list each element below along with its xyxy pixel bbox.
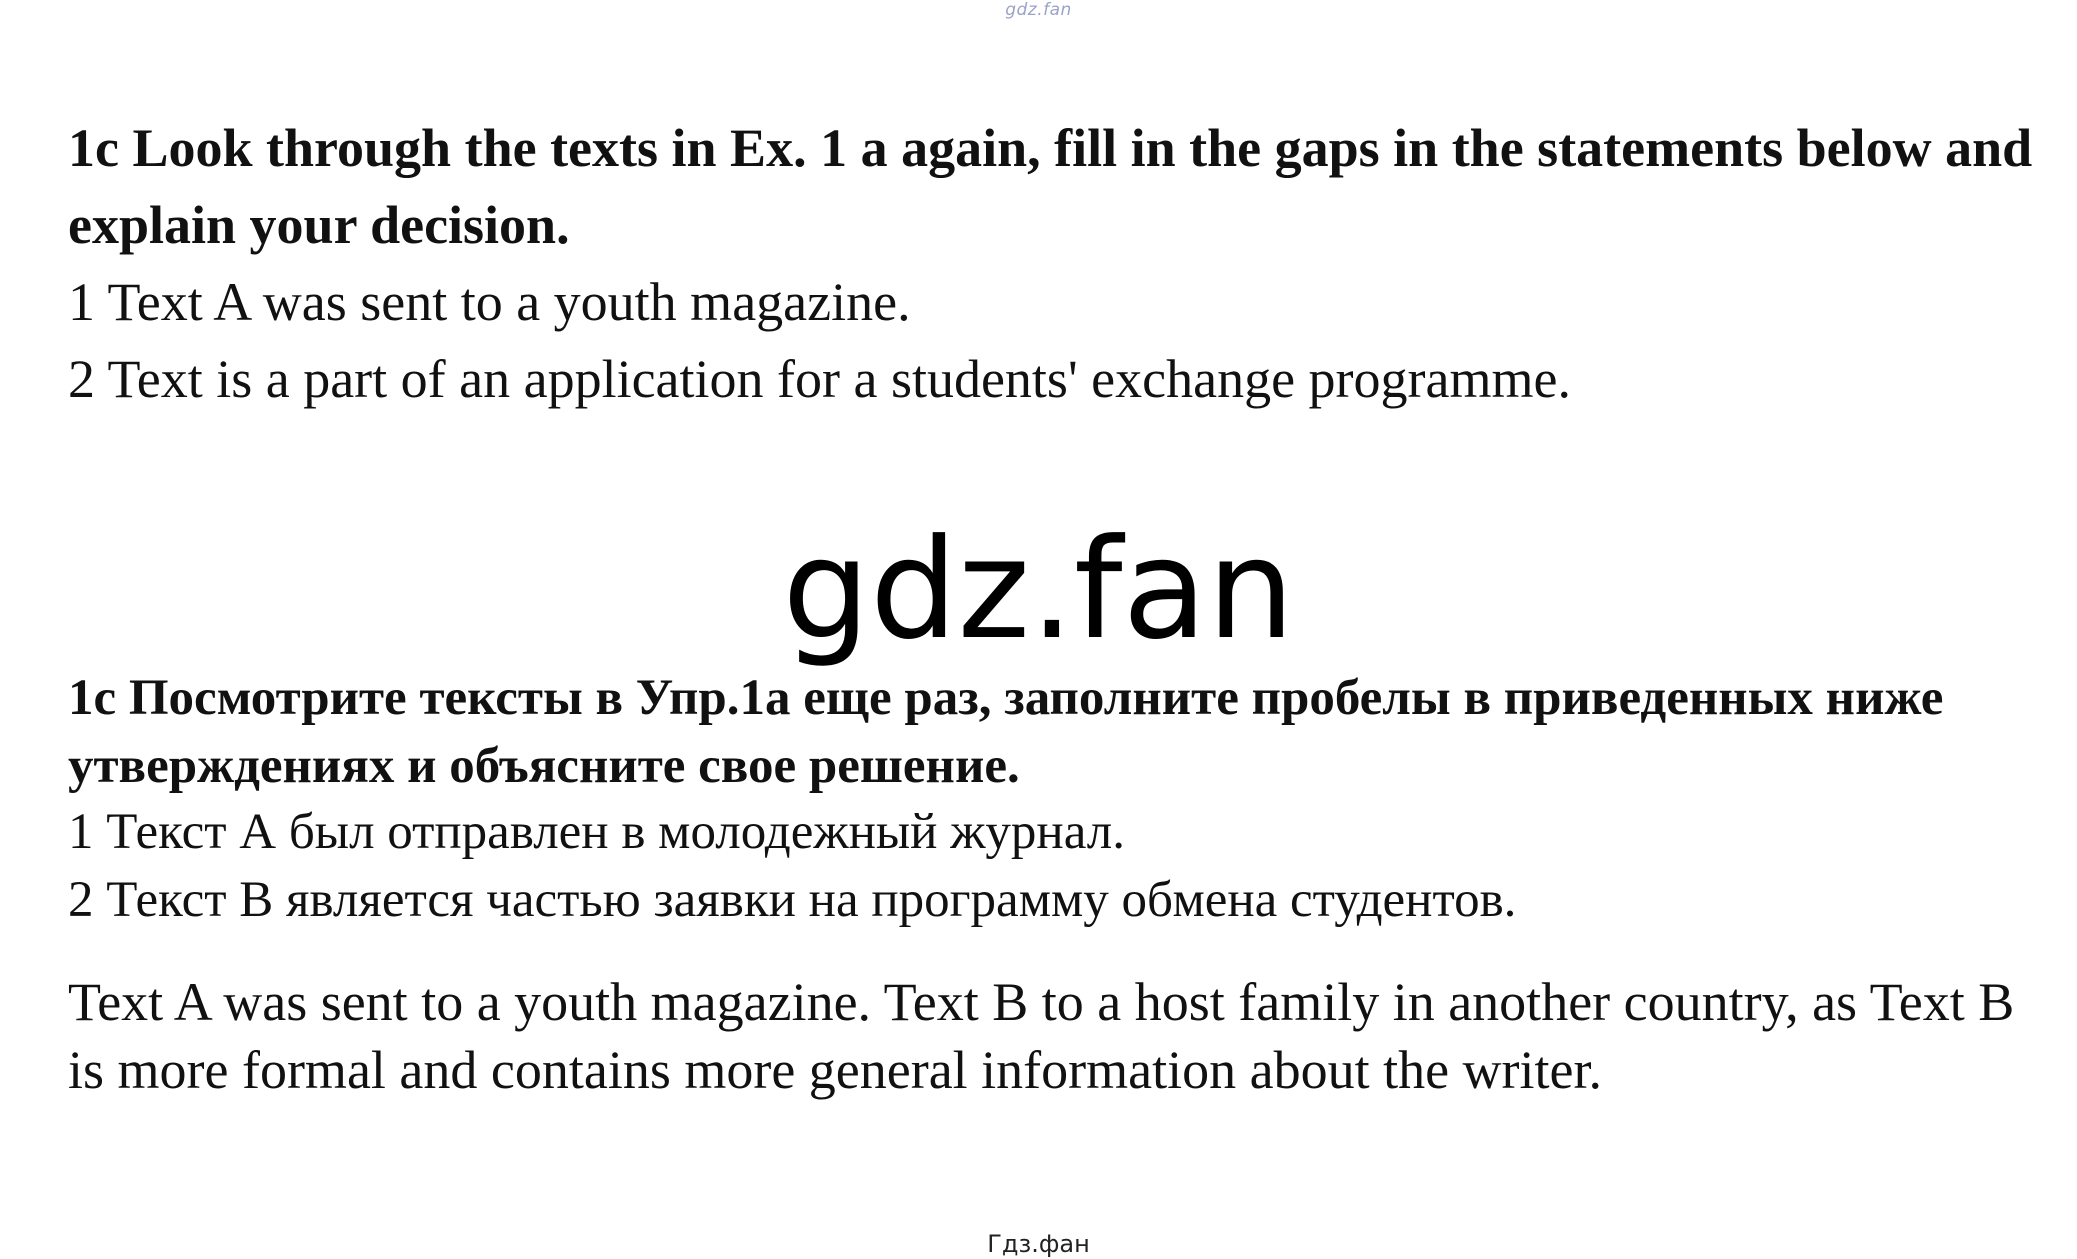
english-item-1: 1 Text A was sent to a youth magazine. [68,272,911,332]
answer-paragraph: Text A was sent to a youth magazine. Text B to a host family in another country, as Text B is more formal and contains more general information about the writer. [68,972,2015,1100]
russian-item-1: 1 Текст А был отправлен в молодежный журнал. [68,804,1126,860]
russian-item-2: 2 Текст В является частью заявки на программу обмена студентов. [68,872,1517,928]
russian-task-heading: 1с Посмотрите тексты в Упр.1а еще раз, заполните пробелы в приведенных ниже утверждениях и объясните свое решение. [68,670,1944,794]
russian-items [68,798,2037,934]
top-watermark: gdz.fan [1005,0,1072,20]
english-item-2: 2 Text is a part of an application for a students' exchange programme. [68,349,1571,409]
english-task-heading: 1c Look through the texts in Ex. 1 a again, fill in the gaps in the statements below and explain your decision. [68,118,2033,255]
english-items [68,264,2037,418]
bottom-watermark: Гдз.фан [987,1230,1090,1258]
center-watermark: gdz.fan [782,509,1295,670]
